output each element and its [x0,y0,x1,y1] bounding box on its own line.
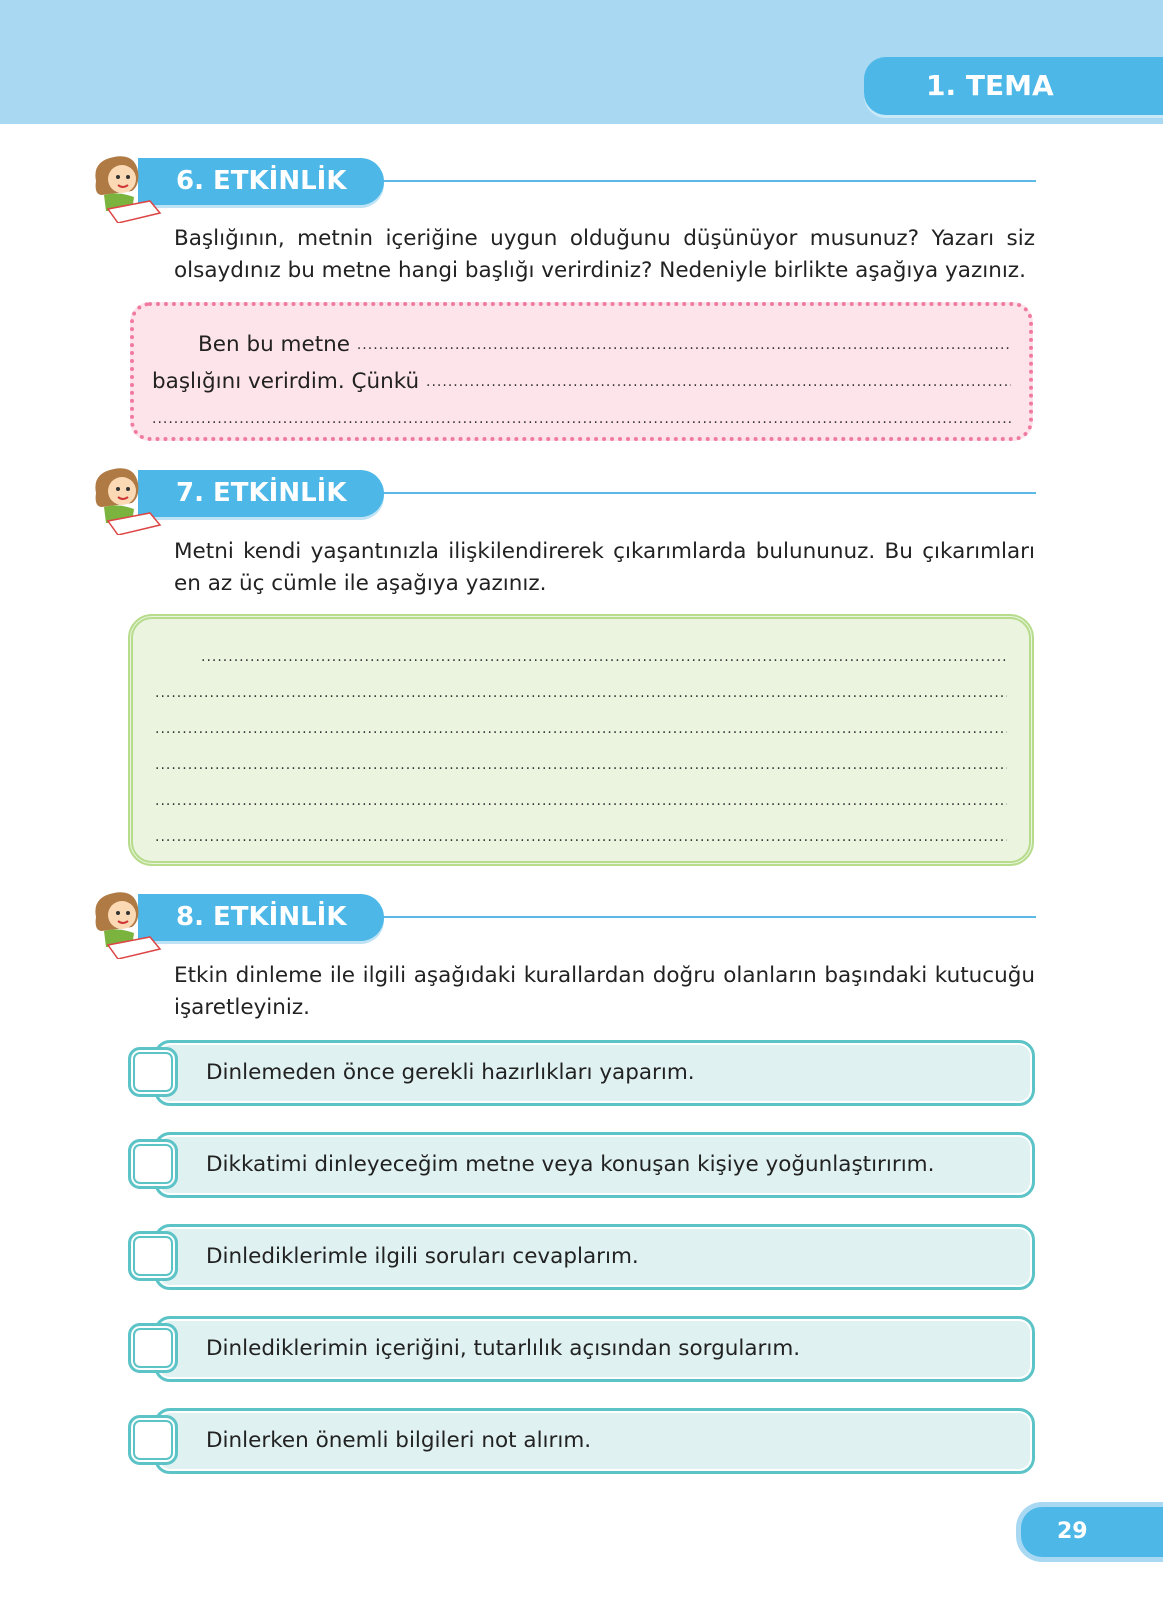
answer-dotted-line[interactable] [201,649,1007,669]
checkbox[interactable] [128,1139,178,1189]
activity-8-header [88,887,1036,947]
header-rule [378,492,1036,494]
activity-7-answer-box[interactable] [128,614,1034,866]
header-rule [378,916,1036,918]
answer-dotted-line[interactable] [357,337,1011,357]
checklist-item: Dikkatimi dinleyeceğim metne veya konuşan kişiye yoğunlaştırırım. [128,1129,1035,1199]
activity-7-instruction: Metni kendi yaşantınızla ilişkilendirerek çıkarımlarda bulununuz. Bu çıkarımları en az üç cümle ile aşağıya yazınız. [174,539,1035,596]
checkbox[interactable] [128,1323,178,1373]
answer-dotted-line[interactable] [155,685,1007,705]
answer-dotted-line[interactable] [155,829,1007,849]
activity-8-title: 8. ETKİNLİK [138,894,384,941]
activity-6-instruction: Başlığının, metnin içeriğine uygun olduğunu düşünüyor musunuz? Yazarı siz olsaydınız bu metne hangi başlığı verirdiniz? Nedeniyle birlikte aşağıya yazınız. [174,226,1035,283]
activity-6-header [88,151,1036,211]
answer-line-1-label: Ben bu metne [198,332,351,357]
checklist-item: Dinlediklerimin içeriğini, tutarlılık açısından sorgularım. [128,1313,1035,1383]
checkbox[interactable] [128,1415,178,1465]
checkbox[interactable] [128,1231,178,1281]
header-rule [378,180,1036,182]
answer-dotted-line[interactable] [155,793,1007,813]
checklist-item: Dinlediklerimle ilgili soruları cevaplarım. [128,1221,1035,1291]
activity-7-header [88,463,1036,523]
answer-line-2-label: başlığını verirdim. Çünkü [152,369,420,394]
checklist-item: Dinlemeden önce gerekli hazırlıkları yaparım. [128,1037,1035,1107]
girl-mascot-icon [88,151,164,223]
answer-dotted-line[interactable] [155,721,1007,741]
page-number: 29 [1016,1502,1163,1562]
girl-mascot-icon [88,463,164,535]
activity-6-title: 6. ETKİNLİK [138,158,384,205]
checkbox[interactable] [128,1047,178,1097]
girl-mascot-icon [88,887,164,959]
checklist-item: Dinlerken önemli bilgileri not alırım. [128,1405,1035,1475]
activity-8-instruction: Etkin dinleme ile ilgili aşağıdaki kurallardan doğru olanların başındaki kutucuğu işaretleyiniz. [174,963,1035,1020]
activity-7-title: 7. ETKİNLİK [138,470,384,517]
answer-dotted-line[interactable] [426,374,1011,394]
theme-tab: 1. TEMA [864,57,1163,115]
activity-6-answer-box[interactable] [130,302,1033,441]
answer-dotted-line[interactable] [155,757,1007,777]
answer-dotted-line[interactable] [152,411,1011,431]
